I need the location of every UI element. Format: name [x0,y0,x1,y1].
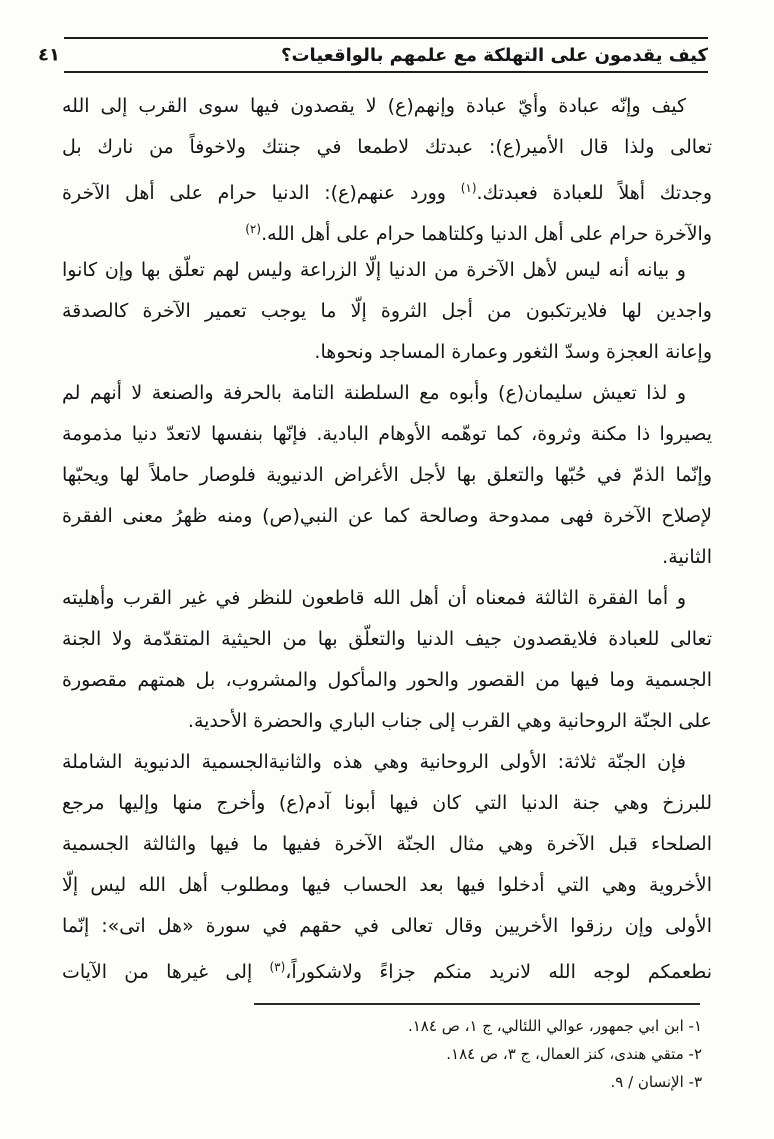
text-line [62,209,712,250]
text-segment: تعالى للعبادة فلايقصدون جيف الدنيا والتعلّق بها من الحيثية المتقدّمة ولا الجنة [62,628,712,650]
page-number: ٤١ [38,44,60,66]
text-line [62,865,712,906]
text-line [62,373,712,414]
text-segment: كيف وإنّه عبادة وأيّ عبادة وإنهم(ع) لا يقصدون فيها سوى القرب إلى الله [62,95,686,117]
text-line [62,332,712,373]
text-segment: و بيانه أنه ليس لأهل الآخرة من الدنيا إلّا الزراعة وليس لهم تعلّق بها وإن كانوا [62,259,686,281]
paragraph [62,373,712,578]
text-segment: تعالى ولذا قال الأمير(ع): عبدتك لاطمعا في جنتك ولاخوفاً من نارك بل [62,136,712,158]
footnote-item: ١- ابن ابي جمهور، عوالي اللئالي، ج ١، ص ١٨٤. [407,1017,702,1035]
text-segment: و لذا تعيش سليمان(ع) وأبوه مع السلطنة التامة بالحرفة والصنعة لا أنهم لم [62,382,686,404]
paragraph [62,578,712,742]
text-segment: فإن الجنّة ثلاثة: الأولى الروحانية وهي هذه والثانيةالجسمية الدنيوية الشاملة [62,751,686,773]
text-line [62,127,712,168]
text-segment: الأولى وإن رزقوا الأخريين وقال تعالى في حقهم في سورة «هل اتى»: إنّما [62,915,712,937]
text-segment: الصلحاء قبل الآخرة وهي مثال الجنّة الآخرة ففيها ما فيها والثالثة الجسمية [62,833,712,855]
footnotes [62,1012,702,1096]
footnote-marker: (١) [460,181,477,195]
text-line [62,947,712,988]
text-line [62,168,712,209]
text-line [62,619,712,660]
text-segment: وجدتك أهلاً للعبادة فعبدتك. [476,182,712,204]
text-line [62,291,712,332]
text-segment: الأخروية وهي التي أدخلوا فيها بعد الحساب فيها ومطلوب أهل الله ليس إلّا [62,874,712,896]
text-segment: والآخرة حرام على أهل الدنيا وكلتاهما حرام على أهل الله. [261,223,712,245]
text-line [62,537,712,578]
text-segment: و أما الفقرة الثالثة فمعناه أن أهل الله قاطعون للنظر في غير القرب وأهليته [62,587,686,609]
text-segment: وورد عنهم(ع): الدنيا حرام على أهل الآخرة [62,182,461,204]
body-text [62,86,712,988]
text-segment: إلى غيرها من الآيات [62,961,270,983]
chapter-title: كيف يقدمون على التهلكة مع علمهم بالواقعيات؟ [281,44,708,66]
text-segment: نطعمكم لوجه الله لانريد منكم جزاءً ولاشكوراً، [285,961,712,983]
running-header [38,37,708,73]
paragraph [62,250,712,373]
text-segment: واجدين لها فلايرتكبون من أجل الثروة إلّا ما يوجب تعمير الآخرة كالصدقة [62,300,712,322]
text-line [62,250,712,291]
footnote-item: ٣- الإنسان / ٩. [610,1073,702,1091]
text-line [62,701,712,742]
text-segment: للبرزخ وهي جنة الدنيا التي كان فيها أبونا آدم(ع) وأخرج منها وإليها مرجع [62,792,712,814]
text-line [62,455,712,496]
text-line [62,496,712,537]
text-line [62,824,712,865]
footnote-marker: (٢) [245,222,262,236]
footnote-item: ٢- متقي هندى، كنز العمال، ج ٣، ص ١٨٤. [446,1045,702,1063]
footnote-marker: (٣) [269,960,286,974]
paragraph [62,742,712,988]
text-line [62,414,712,455]
text-segment: وإعانة العجزة وسدّ الثغور وعمارة المساجد ونحوها. [314,341,712,363]
text-line [62,906,712,947]
text-segment: يصيروا ذا مكنة وثروة، كما توهّمه الأوهام البادية. فإنّها بنفسها لاتعدّ دنيا مذمومة [62,423,712,445]
text-segment: لإصلاح الآخرة فهى ممدوحة وصالحة كما عن النبي(ص) ومنه ظهرُ معنى الفقرة [62,505,712,527]
text-segment: الثانية. [662,546,712,568]
text-segment: الجسمية وما فيها من القصور والحور والمأكول والمشروب، بل همتهم مقصورة [62,669,712,691]
footnote-separator [254,1003,700,1005]
paragraph [62,86,712,250]
text-line [62,578,712,619]
text-segment: على الجنّة الروحانية وهي القرب إلى جناب الباري والحضرة الأحدية. [187,710,712,732]
text-line [62,783,712,824]
text-line [62,742,712,783]
text-line [62,660,712,701]
text-segment: وإنّما الذمّ في حُبّها والتعلق بها لأجل الأغراض الدنيوية فلوصار حاملاً لها ويحبّها [62,464,712,486]
text-line [62,86,712,127]
